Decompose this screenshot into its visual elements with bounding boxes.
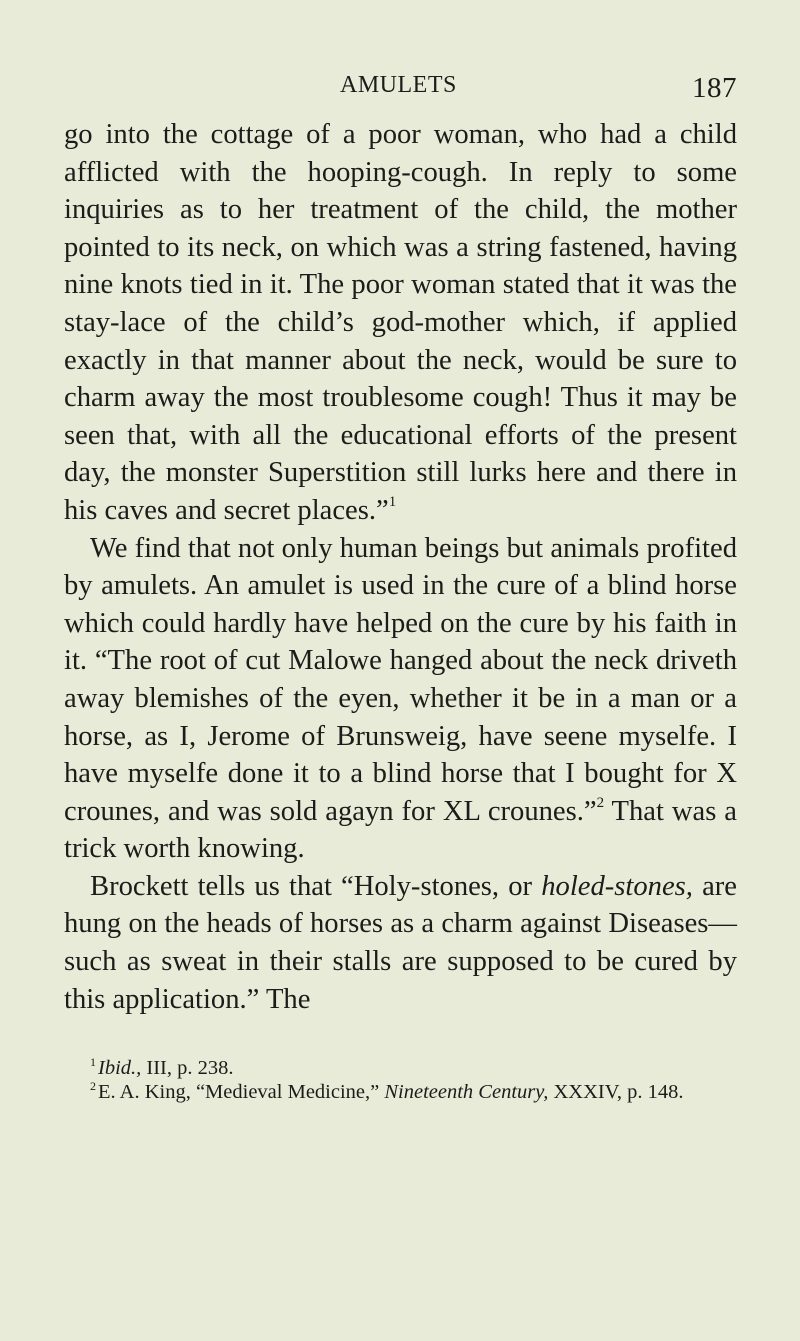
footnote-1 xyxy=(64,1056,737,1080)
paragraph-2 xyxy=(64,530,737,868)
footnote-2 xyxy=(64,1080,737,1104)
footnote-2-tail: XXXIV, p. 148. xyxy=(553,1081,684,1104)
body-text xyxy=(64,116,737,1018)
paragraph-3-text: Brockett tells us that “Holy-stones, or xyxy=(90,870,533,902)
footnotes xyxy=(64,1056,737,1104)
paragraph-3-italic: holed-stones, xyxy=(541,870,693,902)
running-head xyxy=(64,72,737,116)
footnote-1-mark: 1 xyxy=(90,1055,96,1070)
book-page xyxy=(64,72,737,1104)
footnote-ref-2: 2 xyxy=(596,794,605,811)
footnote-1-italic: Ibid., xyxy=(98,1057,142,1080)
paragraph-1-text: go into the cottage of a poor woman, who had a child afflicted with the hooping-cough. In reply to some inquiries as to her treatment of the child, the mother pointed to its neck, on which was a string fastened, having nine knots tied in it. The poor woman stated that it was the stay-lace of the child’s god-mother which, if applied exactly in that manner about the neck, would be sure to charm away the most troublesome cough! Thus it may be seen that, with all the educational efforts of the present day, the monster Superstition still lurks here and there in his caves and secret places.” xyxy=(64,119,737,526)
running-title: AMULETS xyxy=(340,72,457,98)
footnote-ref-1: 1 xyxy=(388,493,397,510)
paragraph-2-tail: That was a trick worth knowing. xyxy=(64,795,737,865)
paragraph-3-tail: are hung on the heads of horses as a charm against Diseases—such as sweat in their stalls are supposed to be cured by this application.” The xyxy=(64,870,737,1015)
paragraph-2-text: We find that not only human beings but animals profited by amulets. An amulet is used in the cure of a blind horse which could hardly have helped on the cure by his faith in it. “The root of cut Malowe hanged about the neck driveth away blemishes of the eyen, whether it be in a man or a horse, as I, Jerome of Brunsweig, have seene myselfe. I have myselfe done it to a blind horse that I bought for X crounes, and was sold agayn for XL crounes.” xyxy=(64,532,737,827)
page-number: 187 xyxy=(692,72,737,104)
footnote-1-text: III, p. 238. xyxy=(146,1057,234,1080)
paragraph-3 xyxy=(64,868,737,1018)
footnote-2-mark: 2 xyxy=(90,1079,96,1094)
paragraph-1 xyxy=(64,116,737,530)
footnote-2-text: E. A. King, “Medieval Medicine,” xyxy=(98,1081,380,1104)
footnote-2-italic: Nineteenth Century, xyxy=(384,1081,549,1104)
